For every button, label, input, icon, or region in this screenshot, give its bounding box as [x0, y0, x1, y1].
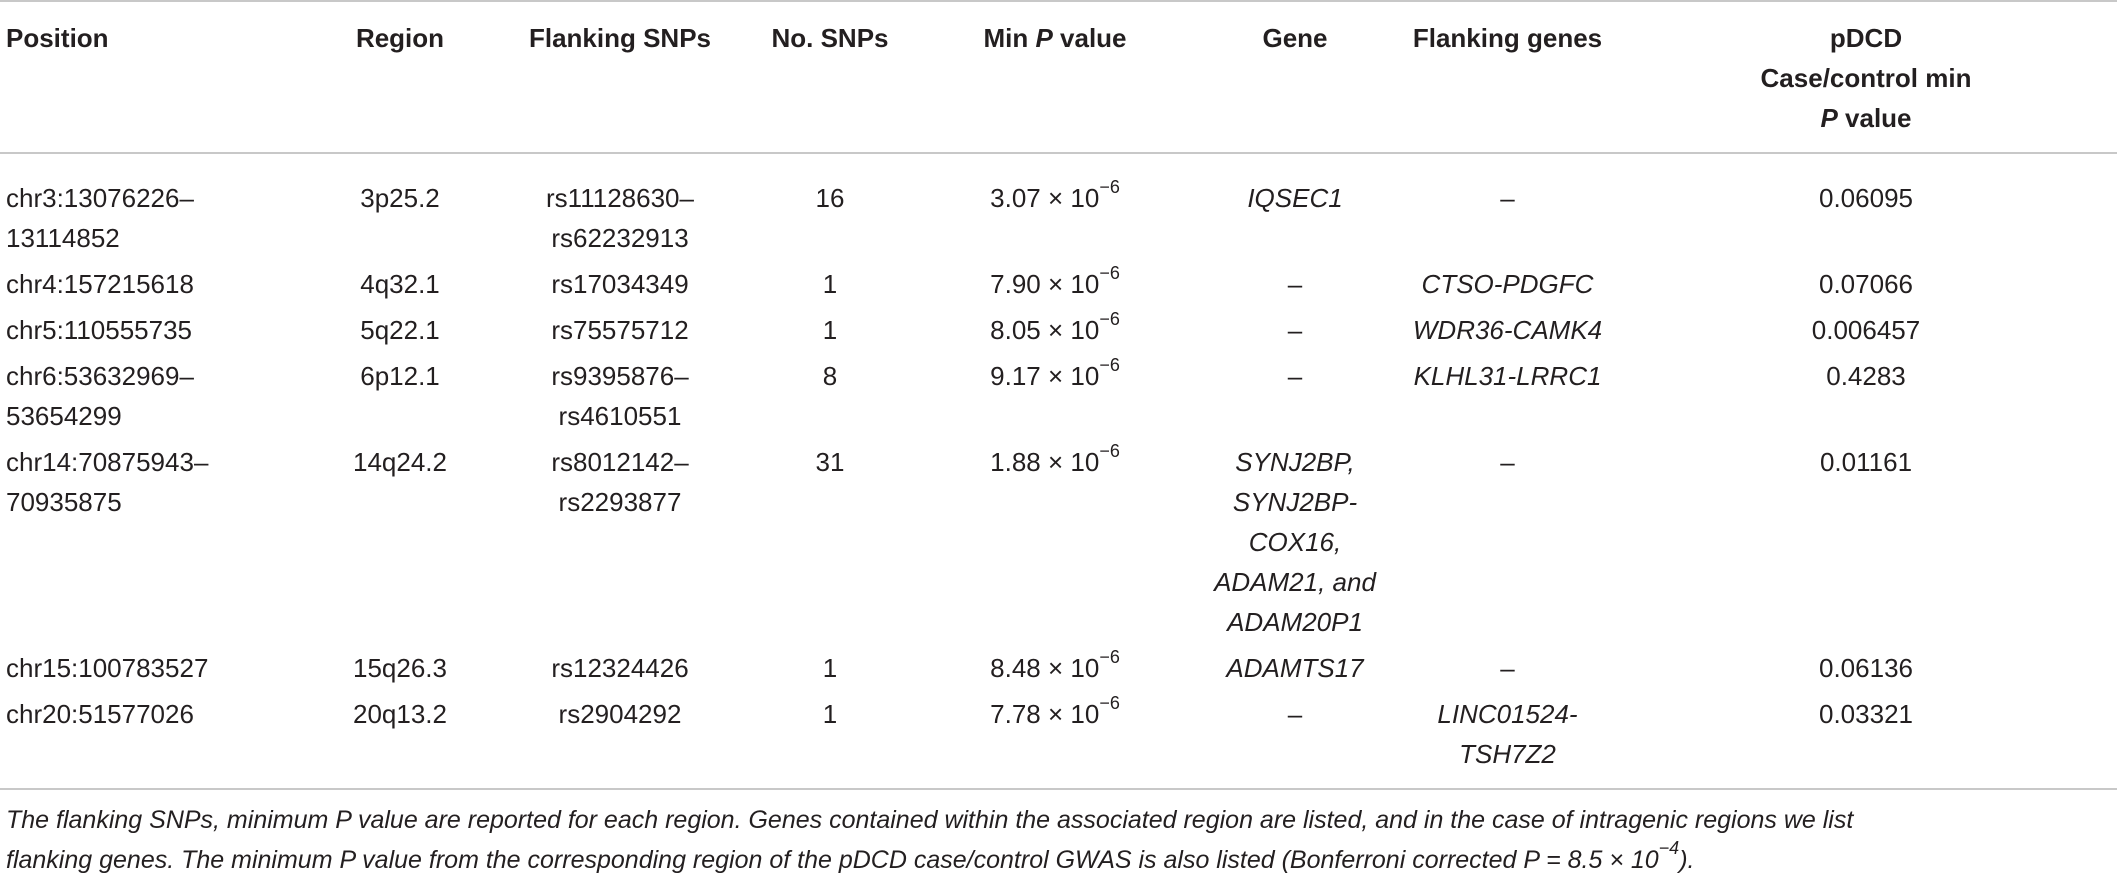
header-min-p-prefix: Min	[983, 23, 1036, 53]
p-exponent: −6	[1099, 355, 1120, 375]
cell-flanking-genes-line: TSH7Z2	[1459, 739, 1556, 769]
footnote-line1: The flanking SNPs, minimum P value are reported for each region. Genes contained within the associated region are listed, and in the case of intragenic regions we list	[6, 806, 1854, 834]
p-exponent: −6	[1099, 309, 1120, 329]
footnote-line2-prefix: flanking genes. The minimum P value from the corresponding region of the pDCD case/control GWAS is also listed (Bonferroni corrected P = 8.5 × 10	[6, 846, 1659, 874]
cell-gene-line: –	[1287, 269, 1303, 299]
cell-flanking-genes-line: LINC01524-	[1437, 699, 1578, 729]
cell-pdcd-p-value: 0.07066	[1819, 269, 1913, 299]
table-row	[0, 264, 2117, 310]
cell-pdcd-p-value: 0.06136	[1819, 653, 1913, 683]
cell-flanking-snps-line: rs62232913	[551, 223, 689, 253]
cell-region: 6p12.1	[360, 361, 440, 391]
cell-min-p-value	[920, 264, 1190, 310]
cell-gene	[1190, 153, 1400, 264]
cell-gene-line: ADAM21, and	[1214, 567, 1376, 597]
header-pdcd-line3	[1615, 98, 2117, 138]
header-pdcd-line3-italic: P	[1820, 103, 1838, 133]
cell-pdcd-p-value: 0.4283	[1826, 361, 1906, 391]
cell-flanking-genes-line: –	[1500, 183, 1515, 213]
table-header	[0, 1, 2117, 153]
cell-flanking-genes-line: KLHL31-LRRC1	[1413, 361, 1602, 391]
header-min-p-value	[920, 1, 1190, 153]
cell-flanking-genes	[1400, 648, 1615, 694]
cell-gene	[1190, 442, 1400, 648]
footnote-line2-suffix: ).	[1679, 846, 1695, 874]
p-exponent: −6	[1099, 263, 1120, 283]
cell-region: 15q26.3	[353, 653, 447, 683]
cell-pdcd-p-value: 0.06095	[1819, 183, 1913, 213]
p-mantissa: 8.05 × 10	[990, 315, 1100, 345]
cell-flanking-snps	[500, 648, 740, 694]
cell-region: 5q22.1	[360, 315, 440, 345]
cell-gene-line: –	[1287, 699, 1303, 729]
cell-min-p-value	[920, 694, 1190, 789]
p-mantissa: 7.90 × 10	[990, 269, 1100, 299]
header-pdcd-min-p	[1615, 1, 2117, 153]
p-mantissa: 1.88 × 10	[990, 447, 1100, 477]
header-position: Position	[0, 1, 300, 153]
cell-gene-line: ADAM20P1	[1227, 607, 1363, 637]
cell-gene	[1190, 310, 1400, 356]
cell-min-p-value	[920, 442, 1190, 648]
p-mantissa: 3.07 × 10	[990, 183, 1100, 213]
cell-flanking-snps	[500, 442, 740, 648]
cell-min-p-value	[920, 153, 1190, 264]
cell-no-snps: 16	[815, 183, 845, 213]
cell-no-snps: 8	[822, 361, 838, 391]
header-min-p-suffix: value	[1052, 23, 1127, 53]
cell-flanking-genes-line: CTSO-PDGFC	[1421, 269, 1594, 299]
cell-flanking-snps-line: rs75575712	[551, 315, 689, 345]
header-region: Region	[300, 1, 500, 153]
cell-position: chr5:110555735	[6, 315, 193, 345]
cell-region: 14q24.2	[353, 447, 447, 477]
cell-flanking-genes	[1400, 356, 1615, 442]
header-gene: Gene	[1190, 1, 1400, 153]
cell-gene	[1190, 648, 1400, 694]
cell-gene	[1190, 264, 1400, 310]
p-exponent: −6	[1099, 693, 1120, 713]
cell-flanking-genes	[1400, 442, 1615, 648]
p-mantissa: 8.48 × 10	[990, 653, 1100, 683]
cell-flanking-genes	[1400, 694, 1615, 789]
cell-position: chr3:13076226–13114852	[6, 183, 194, 253]
table-row	[0, 310, 2117, 356]
cell-position: chr15:100783527	[6, 653, 209, 683]
cell-flanking-genes-line: –	[1500, 653, 1515, 683]
footnote-line2-exponent: −4	[1658, 838, 1680, 858]
footnote-line2	[6, 840, 2111, 880]
cell-flanking-snps	[500, 264, 740, 310]
cell-flanking-snps-line: rs9395876–	[551, 361, 689, 391]
table-body	[0, 153, 2117, 789]
cell-region: 4q32.1	[360, 269, 440, 299]
cell-pdcd-p-value: 0.01161	[1819, 447, 1913, 477]
cell-no-snps: 1	[740, 694, 920, 789]
p-exponent: −6	[1099, 441, 1120, 461]
table-row	[0, 153, 2117, 264]
table-row	[0, 648, 2117, 694]
header-pdcd-line1: pDCD	[1829, 23, 1903, 53]
cell-flanking-snps	[500, 694, 740, 789]
cell-flanking-snps-line: rs2293877	[558, 487, 682, 517]
p-exponent: −6	[1099, 177, 1120, 197]
header-no-snps: No. SNPs	[740, 1, 920, 153]
cell-gene	[1190, 356, 1400, 442]
cell-flanking-snps-line: rs12324426	[551, 653, 689, 683]
cell-pdcd-p-value: 0.006457	[1811, 315, 1921, 345]
cell-flanking-genes-line: WDR36-CAMK4	[1412, 315, 1603, 345]
cell-flanking-genes	[1400, 310, 1615, 356]
table-row	[0, 356, 2117, 442]
header-pdcd-line2: Case/control min	[1760, 63, 1972, 93]
table-row	[0, 442, 2117, 648]
cell-position: chr14:70875943–70935875	[6, 447, 209, 517]
cell-no-snps: 1	[822, 653, 838, 683]
cell-gene-line: SYNJ2BP-COX16,	[1232, 487, 1358, 557]
cell-min-p-value	[920, 356, 1190, 442]
cell-min-p-value	[920, 648, 1190, 694]
cell-flanking-snps-line: rs11128630–	[546, 183, 694, 213]
cell-region: 3p25.2	[360, 183, 440, 213]
p-mantissa: 7.78 × 10	[990, 699, 1100, 729]
cell-region: 20q13.2	[300, 694, 500, 789]
cell-flanking-snps	[500, 153, 740, 264]
cell-gene-line: –	[1287, 315, 1303, 345]
cell-flanking-genes-line: –	[1500, 447, 1515, 477]
cell-gene-line: SYNJ2BP,	[1235, 447, 1355, 477]
header-pdcd-line3-suffix: value	[1837, 103, 1912, 133]
cell-flanking-genes	[1400, 153, 1615, 264]
cell-gene-line: IQSEC1	[1247, 183, 1343, 213]
cell-gene-line: ADAMTS17	[1226, 653, 1364, 683]
p-mantissa: 9.17 × 10	[990, 361, 1100, 391]
cell-pdcd-p-value: 0.03321	[1615, 694, 2117, 789]
table-row	[0, 694, 2117, 789]
cell-position: chr4:157215618	[6, 269, 194, 299]
p-exponent: −6	[1099, 647, 1120, 667]
cell-gene-line: –	[1287, 361, 1303, 391]
cell-position: chr6:53632969–53654299	[6, 361, 194, 431]
table-footnote	[0, 790, 2117, 880]
cell-flanking-snps-line: rs4610551	[558, 401, 682, 431]
cell-flanking-snps-line: rs2904292	[558, 699, 682, 729]
cell-no-snps: 1	[822, 315, 838, 345]
cell-min-p-value	[920, 310, 1190, 356]
header-flanking-genes: Flanking genes	[1400, 1, 1615, 153]
cell-flanking-snps	[500, 356, 740, 442]
cell-no-snps: 1	[822, 269, 838, 299]
cell-flanking-snps	[500, 310, 740, 356]
cell-flanking-snps-line: rs17034349	[551, 269, 689, 299]
cell-no-snps: 31	[815, 447, 845, 477]
header-min-p-italic: P	[1035, 23, 1053, 53]
cell-flanking-genes	[1400, 264, 1615, 310]
cell-gene	[1190, 694, 1400, 789]
cell-flanking-snps-line: rs8012142–	[551, 447, 689, 477]
header-flanking-snps: Flanking SNPs	[500, 1, 740, 153]
cell-position: chr20:51577026	[0, 694, 300, 789]
